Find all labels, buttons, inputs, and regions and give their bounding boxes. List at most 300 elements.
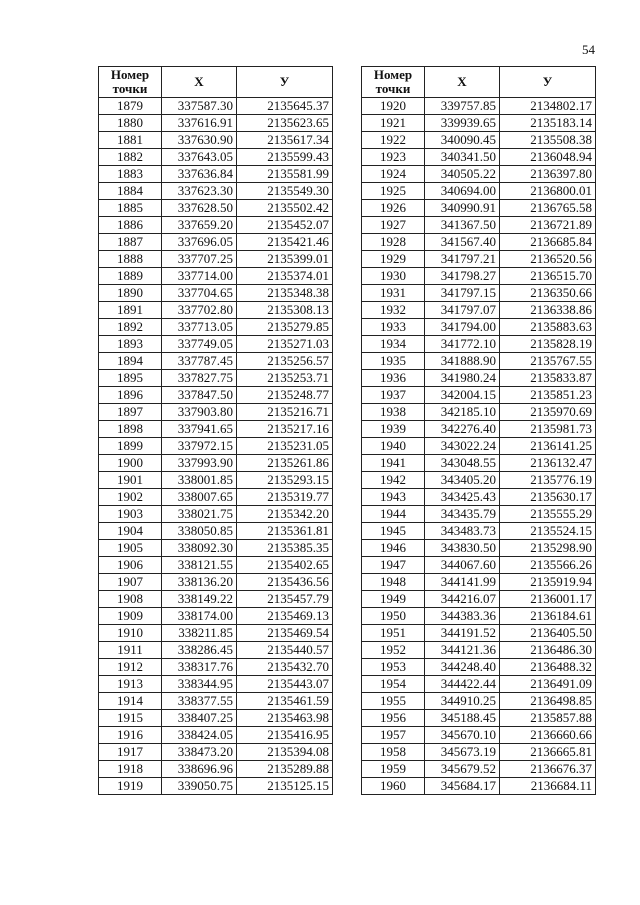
y-coordinate-cell: 2135524.15	[500, 523, 596, 540]
point-number-cell: 1886	[99, 217, 162, 234]
point-number-cell: 1946	[362, 540, 425, 557]
y-coordinate-cell: 2136001.17	[500, 591, 596, 608]
point-number-cell: 1941	[362, 455, 425, 472]
x-coordinate-cell: 341794.00	[425, 319, 500, 336]
x-coordinate-cell: 338149.22	[162, 591, 237, 608]
point-number-cell: 1935	[362, 353, 425, 370]
point-number-cell: 1945	[362, 523, 425, 540]
point-number-cell: 1960	[362, 778, 425, 795]
table-row	[362, 557, 596, 574]
x-coordinate-cell: 338001.85	[162, 472, 237, 489]
y-coordinate-cell: 2135298.90	[500, 540, 596, 557]
point-number-cell: 1955	[362, 693, 425, 710]
table-row	[99, 693, 333, 710]
table-row	[362, 625, 596, 642]
x-coordinate-cell: 337643.05	[162, 149, 237, 166]
y-coordinate-cell: 2136721.89	[500, 217, 596, 234]
header-point-number: Номер точки	[99, 67, 162, 98]
table-row	[362, 472, 596, 489]
y-coordinate-cell: 2135432.70	[237, 659, 333, 676]
table-row	[362, 132, 596, 149]
y-coordinate-cell: 2135253.71	[237, 370, 333, 387]
y-coordinate-cell: 2135125.15	[237, 778, 333, 795]
point-number-cell: 1917	[99, 744, 162, 761]
table-row	[362, 166, 596, 183]
point-number-cell: 1903	[99, 506, 162, 523]
y-coordinate-cell: 2135319.77	[237, 489, 333, 506]
y-coordinate-cell: 2135767.55	[500, 353, 596, 370]
y-coordinate-cell: 2135421.46	[237, 234, 333, 251]
x-coordinate-cell: 345679.52	[425, 761, 500, 778]
x-coordinate-cell: 338121.55	[162, 557, 237, 574]
table-row	[362, 98, 596, 115]
point-number-cell: 1910	[99, 625, 162, 642]
x-coordinate-cell: 344422.44	[425, 676, 500, 693]
table-row	[362, 506, 596, 523]
table-row	[99, 370, 333, 387]
table-row	[99, 608, 333, 625]
table-row	[362, 251, 596, 268]
table-row	[362, 285, 596, 302]
point-number-cell: 1933	[362, 319, 425, 336]
point-number-cell: 1918	[99, 761, 162, 778]
point-number-cell: 1883	[99, 166, 162, 183]
table-row	[99, 132, 333, 149]
x-coordinate-cell: 337787.45	[162, 353, 237, 370]
table-row	[362, 591, 596, 608]
y-coordinate-cell: 2136350.66	[500, 285, 596, 302]
point-number-cell: 1958	[362, 744, 425, 761]
table-row	[99, 217, 333, 234]
table-row	[99, 506, 333, 523]
x-coordinate-cell: 342276.40	[425, 421, 500, 438]
point-number-cell: 1907	[99, 574, 162, 591]
point-number-cell: 1889	[99, 268, 162, 285]
x-coordinate-cell: 337616.91	[162, 115, 237, 132]
x-coordinate-cell: 337827.75	[162, 370, 237, 387]
table-row	[99, 319, 333, 336]
point-number-cell: 1942	[362, 472, 425, 489]
table-row	[99, 778, 333, 795]
point-number-cell: 1947	[362, 557, 425, 574]
point-number-cell: 1923	[362, 149, 425, 166]
x-coordinate-cell: 337847.50	[162, 387, 237, 404]
point-number-cell: 1914	[99, 693, 162, 710]
table-row	[99, 353, 333, 370]
y-coordinate-cell: 2135217.16	[237, 421, 333, 438]
y-coordinate-cell: 2136520.56	[500, 251, 596, 268]
y-coordinate-cell: 2136685.84	[500, 234, 596, 251]
point-number-cell: 1936	[362, 370, 425, 387]
header-x: Х	[162, 67, 237, 98]
table-row	[99, 710, 333, 727]
table-row	[99, 438, 333, 455]
point-number-cell: 1916	[99, 727, 162, 744]
y-coordinate-cell: 2135555.29	[500, 506, 596, 523]
table-row	[362, 302, 596, 319]
y-coordinate-cell: 2136684.11	[500, 778, 596, 795]
table-row	[99, 455, 333, 472]
point-number-cell: 1925	[362, 183, 425, 200]
table-row	[99, 336, 333, 353]
x-coordinate-cell: 337659.20	[162, 217, 237, 234]
table-row	[362, 387, 596, 404]
y-coordinate-cell: 2135452.07	[237, 217, 333, 234]
y-coordinate-cell: 2136405.50	[500, 625, 596, 642]
x-coordinate-cell: 342185.10	[425, 404, 500, 421]
x-coordinate-cell: 341797.21	[425, 251, 500, 268]
table-row	[362, 744, 596, 761]
point-number-cell: 1944	[362, 506, 425, 523]
y-coordinate-cell: 2135566.26	[500, 557, 596, 574]
table-row	[362, 115, 596, 132]
y-coordinate-cell: 2135549.30	[237, 183, 333, 200]
y-coordinate-cell: 2135581.99	[237, 166, 333, 183]
point-number-cell: 1901	[99, 472, 162, 489]
y-coordinate-cell: 2136338.86	[500, 302, 596, 319]
table-row	[99, 744, 333, 761]
y-coordinate-cell: 2135630.17	[500, 489, 596, 506]
table-row	[99, 574, 333, 591]
coordinates-table-left	[98, 66, 333, 795]
table-row	[362, 523, 596, 540]
y-coordinate-cell: 2135394.08	[237, 744, 333, 761]
y-coordinate-cell: 2135402.65	[237, 557, 333, 574]
x-coordinate-cell: 343425.43	[425, 489, 500, 506]
y-coordinate-cell: 2136515.70	[500, 268, 596, 285]
table-row	[99, 727, 333, 744]
point-number-cell: 1904	[99, 523, 162, 540]
table-row	[362, 710, 596, 727]
table-row	[99, 115, 333, 132]
y-coordinate-cell: 2135231.05	[237, 438, 333, 455]
point-number-cell: 1927	[362, 217, 425, 234]
y-coordinate-cell: 2135348.38	[237, 285, 333, 302]
table-row	[99, 642, 333, 659]
x-coordinate-cell: 338007.65	[162, 489, 237, 506]
y-coordinate-cell: 2135469.13	[237, 608, 333, 625]
point-number-cell: 1926	[362, 200, 425, 217]
table-row	[362, 642, 596, 659]
point-number-cell: 1929	[362, 251, 425, 268]
header-point-number: Номер точки	[362, 67, 425, 98]
table-row	[99, 285, 333, 302]
x-coordinate-cell: 338344.95	[162, 676, 237, 693]
y-coordinate-cell: 2135623.65	[237, 115, 333, 132]
point-number-cell: 1887	[99, 234, 162, 251]
x-coordinate-cell: 343048.55	[425, 455, 500, 472]
x-coordinate-cell: 341772.10	[425, 336, 500, 353]
table-row	[99, 489, 333, 506]
table-row	[99, 387, 333, 404]
x-coordinate-cell: 337628.50	[162, 200, 237, 217]
table-row	[99, 302, 333, 319]
x-coordinate-cell: 337630.90	[162, 132, 237, 149]
table-row	[99, 591, 333, 608]
x-coordinate-cell: 344248.40	[425, 659, 500, 676]
x-coordinate-cell: 337749.05	[162, 336, 237, 353]
y-coordinate-cell: 2135502.42	[237, 200, 333, 217]
x-coordinate-cell: 344191.52	[425, 625, 500, 642]
table-row	[362, 370, 596, 387]
table-row	[99, 166, 333, 183]
point-number-cell: 1952	[362, 642, 425, 659]
table-row	[99, 421, 333, 438]
y-coordinate-cell: 2136660.66	[500, 727, 596, 744]
point-number-cell: 1906	[99, 557, 162, 574]
x-coordinate-cell: 344383.36	[425, 608, 500, 625]
point-number-cell: 1879	[99, 98, 162, 115]
x-coordinate-cell: 337704.65	[162, 285, 237, 302]
x-coordinate-cell: 337707.25	[162, 251, 237, 268]
point-number-cell: 1950	[362, 608, 425, 625]
table-row	[362, 183, 596, 200]
x-coordinate-cell: 343435.79	[425, 506, 500, 523]
y-coordinate-cell: 2136765.58	[500, 200, 596, 217]
x-coordinate-cell: 338021.75	[162, 506, 237, 523]
table-row	[99, 404, 333, 421]
point-number-cell: 1937	[362, 387, 425, 404]
x-coordinate-cell: 338407.25	[162, 710, 237, 727]
x-coordinate-cell: 341888.90	[425, 353, 500, 370]
x-coordinate-cell: 343405.20	[425, 472, 500, 489]
table-row	[362, 268, 596, 285]
y-coordinate-cell: 2135183.14	[500, 115, 596, 132]
x-coordinate-cell: 340090.45	[425, 132, 500, 149]
point-number-cell: 1939	[362, 421, 425, 438]
y-coordinate-cell: 2135216.71	[237, 404, 333, 421]
point-number-cell: 1881	[99, 132, 162, 149]
point-number-cell: 1895	[99, 370, 162, 387]
table-row	[99, 625, 333, 642]
x-coordinate-cell: 343022.24	[425, 438, 500, 455]
point-number-cell: 1924	[362, 166, 425, 183]
x-coordinate-cell: 337714.00	[162, 268, 237, 285]
point-number-cell: 1894	[99, 353, 162, 370]
x-coordinate-cell: 339757.85	[425, 98, 500, 115]
point-number-cell: 1908	[99, 591, 162, 608]
x-coordinate-cell: 343483.73	[425, 523, 500, 540]
y-coordinate-cell: 2135436.56	[237, 574, 333, 591]
point-number-cell: 1931	[362, 285, 425, 302]
point-number-cell: 1940	[362, 438, 425, 455]
point-number-cell: 1957	[362, 727, 425, 744]
header-y: У	[237, 67, 333, 98]
table-row	[99, 540, 333, 557]
x-coordinate-cell: 344910.25	[425, 693, 500, 710]
x-coordinate-cell: 340341.50	[425, 149, 500, 166]
y-coordinate-cell: 2136141.25	[500, 438, 596, 455]
point-number-cell: 1951	[362, 625, 425, 642]
y-coordinate-cell: 2135308.13	[237, 302, 333, 319]
y-coordinate-cell: 2135461.59	[237, 693, 333, 710]
table-row	[362, 676, 596, 693]
y-coordinate-cell: 2135599.43	[237, 149, 333, 166]
y-coordinate-cell: 2135293.15	[237, 472, 333, 489]
point-number-cell: 1913	[99, 676, 162, 693]
y-coordinate-cell: 2135457.79	[237, 591, 333, 608]
y-coordinate-cell: 2135857.88	[500, 710, 596, 727]
y-coordinate-cell: 2135248.77	[237, 387, 333, 404]
table-row	[362, 421, 596, 438]
y-coordinate-cell: 2135617.34	[237, 132, 333, 149]
x-coordinate-cell: 344121.36	[425, 642, 500, 659]
y-coordinate-cell: 2135463.98	[237, 710, 333, 727]
point-number-cell: 1898	[99, 421, 162, 438]
x-coordinate-cell: 337587.30	[162, 98, 237, 115]
x-coordinate-cell: 340694.00	[425, 183, 500, 200]
table-row	[362, 659, 596, 676]
y-coordinate-cell: 2135443.07	[237, 676, 333, 693]
y-coordinate-cell: 2135970.69	[500, 404, 596, 421]
y-coordinate-cell: 2135508.38	[500, 132, 596, 149]
table-row	[99, 472, 333, 489]
x-coordinate-cell: 337636.84	[162, 166, 237, 183]
x-coordinate-cell: 344067.60	[425, 557, 500, 574]
y-coordinate-cell: 2135981.73	[500, 421, 596, 438]
point-number-cell: 1930	[362, 268, 425, 285]
point-number-cell: 1920	[362, 98, 425, 115]
point-number-cell: 1899	[99, 438, 162, 455]
x-coordinate-cell: 341980.24	[425, 370, 500, 387]
x-coordinate-cell: 337623.30	[162, 183, 237, 200]
x-coordinate-cell: 338092.30	[162, 540, 237, 557]
y-coordinate-cell: 2136132.47	[500, 455, 596, 472]
x-coordinate-cell: 337972.15	[162, 438, 237, 455]
x-coordinate-cell: 345684.17	[425, 778, 500, 795]
x-coordinate-cell: 338377.55	[162, 693, 237, 710]
point-number-cell: 1882	[99, 149, 162, 166]
y-coordinate-cell: 2136676.37	[500, 761, 596, 778]
y-coordinate-cell: 2135776.19	[500, 472, 596, 489]
y-coordinate-cell: 2136491.09	[500, 676, 596, 693]
y-coordinate-cell: 2136800.01	[500, 183, 596, 200]
table-row	[99, 200, 333, 217]
y-coordinate-cell: 2136498.85	[500, 693, 596, 710]
x-coordinate-cell: 339050.75	[162, 778, 237, 795]
table-row	[99, 98, 333, 115]
point-number-cell: 1909	[99, 608, 162, 625]
point-number-cell: 1884	[99, 183, 162, 200]
point-number-cell: 1943	[362, 489, 425, 506]
table-row	[99, 251, 333, 268]
x-coordinate-cell: 341567.40	[425, 234, 500, 251]
point-number-cell: 1915	[99, 710, 162, 727]
table-row	[99, 659, 333, 676]
point-number-cell: 1928	[362, 234, 425, 251]
table-row	[362, 438, 596, 455]
x-coordinate-cell: 345673.19	[425, 744, 500, 761]
y-coordinate-cell: 2136397.80	[500, 166, 596, 183]
x-coordinate-cell: 337713.05	[162, 319, 237, 336]
table-row	[99, 523, 333, 540]
y-coordinate-cell: 2135828.19	[500, 336, 596, 353]
y-coordinate-cell: 2136184.61	[500, 608, 596, 625]
point-number-cell: 1954	[362, 676, 425, 693]
point-number-cell: 1934	[362, 336, 425, 353]
table-row	[362, 319, 596, 336]
point-number-cell: 1890	[99, 285, 162, 302]
table-row	[99, 676, 333, 693]
x-coordinate-cell: 341797.07	[425, 302, 500, 319]
y-coordinate-cell: 2135374.01	[237, 268, 333, 285]
table-row	[99, 761, 333, 778]
x-coordinate-cell: 344216.07	[425, 591, 500, 608]
point-number-cell: 1919	[99, 778, 162, 795]
y-coordinate-cell: 2135440.57	[237, 642, 333, 659]
x-coordinate-cell: 340990.91	[425, 200, 500, 217]
point-number-cell: 1905	[99, 540, 162, 557]
table-header-row	[99, 67, 333, 98]
table-row	[362, 574, 596, 591]
x-coordinate-cell: 338317.76	[162, 659, 237, 676]
x-coordinate-cell: 345670.10	[425, 727, 500, 744]
point-number-cell: 1885	[99, 200, 162, 217]
table-header-row	[362, 67, 596, 98]
table-row	[362, 234, 596, 251]
table-row	[362, 778, 596, 795]
y-coordinate-cell: 2135645.37	[237, 98, 333, 115]
y-coordinate-cell: 2135261.86	[237, 455, 333, 472]
point-number-cell: 1902	[99, 489, 162, 506]
point-number-cell: 1911	[99, 642, 162, 659]
table-row	[362, 336, 596, 353]
point-number-cell: 1959	[362, 761, 425, 778]
y-coordinate-cell: 2135361.81	[237, 523, 333, 540]
table-row	[362, 608, 596, 625]
x-coordinate-cell: 340505.22	[425, 166, 500, 183]
y-coordinate-cell: 2135289.88	[237, 761, 333, 778]
point-number-cell: 1892	[99, 319, 162, 336]
table-body-right	[362, 98, 596, 795]
table-row	[362, 489, 596, 506]
x-coordinate-cell: 338473.20	[162, 744, 237, 761]
x-coordinate-cell: 345188.45	[425, 710, 500, 727]
page-number: 54	[582, 42, 595, 57]
y-coordinate-cell: 2135416.95	[237, 727, 333, 744]
y-coordinate-cell: 2135271.03	[237, 336, 333, 353]
x-coordinate-cell: 337941.65	[162, 421, 237, 438]
x-coordinate-cell: 343830.50	[425, 540, 500, 557]
table-body-left	[99, 98, 333, 795]
x-coordinate-cell: 338424.05	[162, 727, 237, 744]
table-row	[362, 353, 596, 370]
x-coordinate-cell: 342004.15	[425, 387, 500, 404]
x-coordinate-cell: 337696.05	[162, 234, 237, 251]
table-row	[362, 149, 596, 166]
x-coordinate-cell: 337903.80	[162, 404, 237, 421]
x-coordinate-cell: 341798.27	[425, 268, 500, 285]
point-number-cell: 1897	[99, 404, 162, 421]
table-row	[362, 761, 596, 778]
y-coordinate-cell: 2135469.54	[237, 625, 333, 642]
x-coordinate-cell: 339939.65	[425, 115, 500, 132]
table-row	[362, 540, 596, 557]
point-number-cell: 1912	[99, 659, 162, 676]
point-number-cell: 1888	[99, 251, 162, 268]
table-row	[362, 727, 596, 744]
table-row	[99, 149, 333, 166]
y-coordinate-cell: 2135851.23	[500, 387, 596, 404]
y-coordinate-cell: 2136665.81	[500, 744, 596, 761]
y-coordinate-cell: 2136488.32	[500, 659, 596, 676]
header-x: Х	[425, 67, 500, 98]
point-number-cell: 1921	[362, 115, 425, 132]
table-row	[362, 455, 596, 472]
table-row	[99, 268, 333, 285]
coordinates-table-right	[361, 66, 596, 795]
point-number-cell: 1896	[99, 387, 162, 404]
